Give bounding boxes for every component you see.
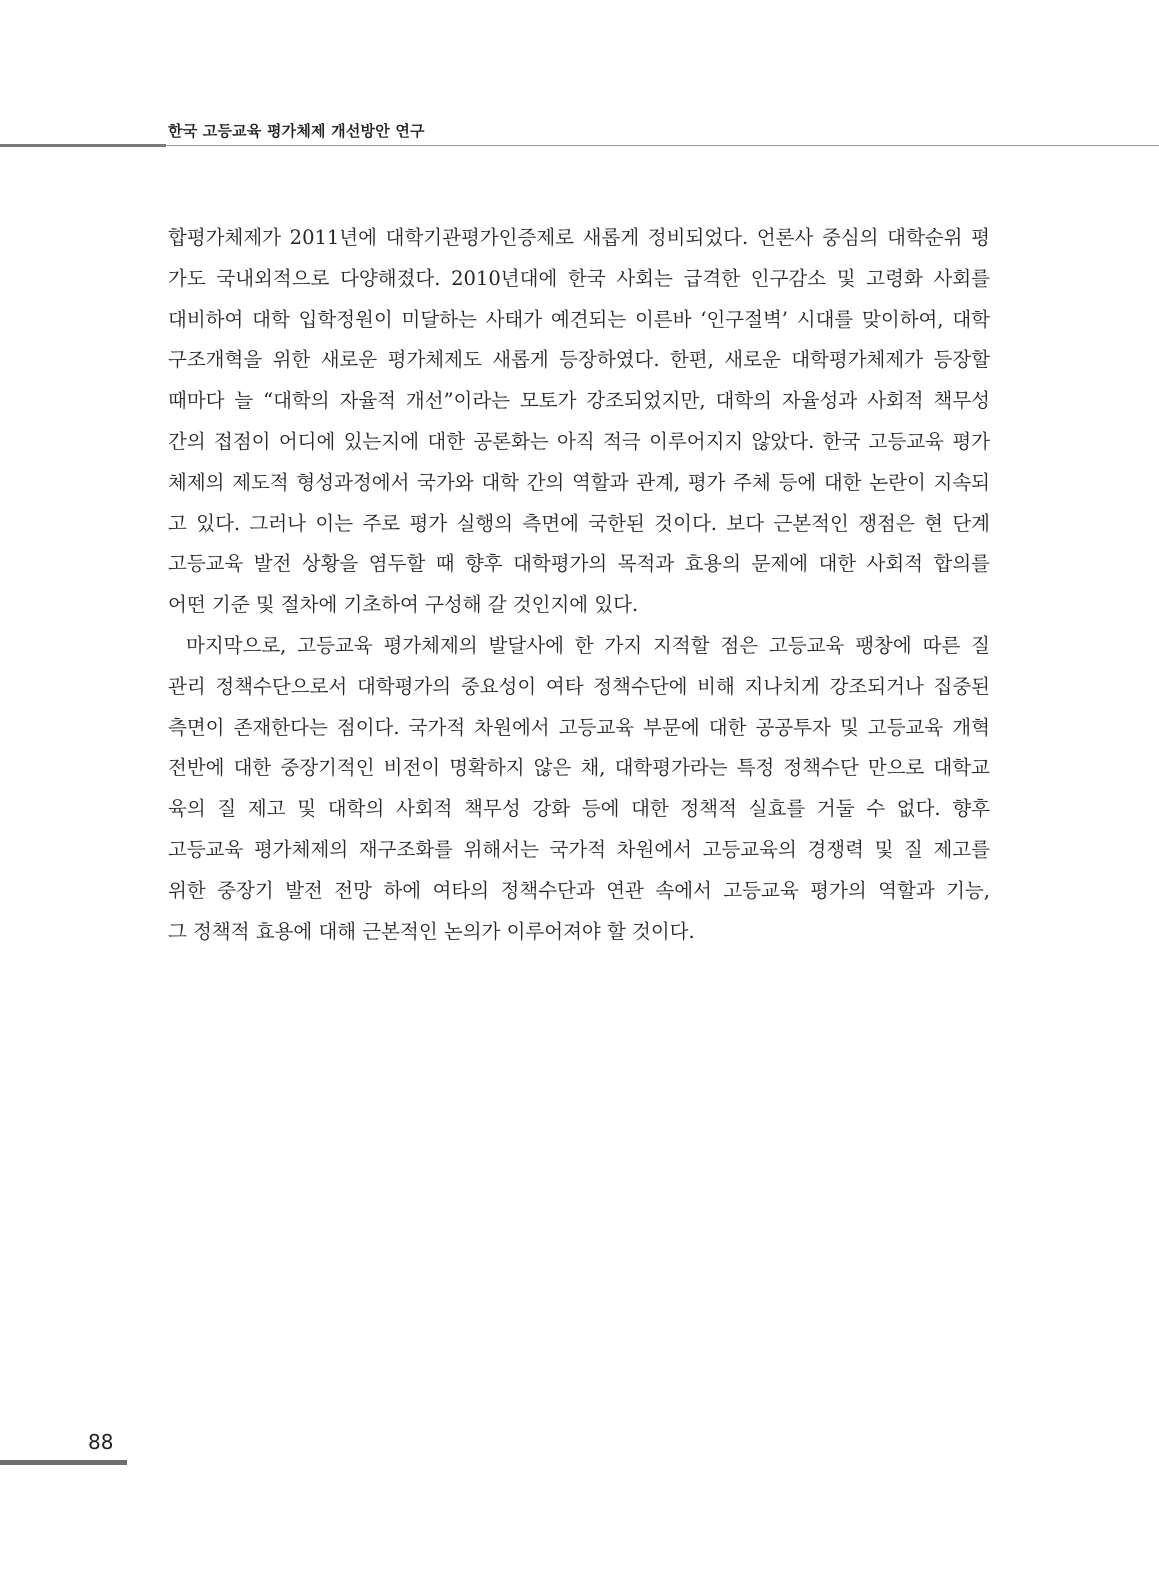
- paragraph-line: 간의 접점이 어디에 있는지에 대한 공론화는 아직 적극 이루어지지 않았다. 한국 고등교육 평가: [168, 429, 990, 453]
- paragraph-line: 육의 질 제고 및 대학의 사회적 책무성 강화 등에 대한 정책적 실효를 거둘 수 없다. 향후: [168, 797, 990, 821]
- paragraph-line: 마지막으로, 고등교육 평가체제의 발달사에 한 가지 지적할 점은 고등교육 팽창에 따른 질: [186, 633, 990, 657]
- paragraph-line: 대비하여 대학 입학정원이 미달하는 사태가 예견되는 이른바 ‘인구절벽’ 시대를 맞이하여, 대학: [168, 307, 990, 331]
- paragraph-line: 어떤 기준 및 절차에 기초하여 구성해 갈 것인지에 있다.: [168, 593, 639, 617]
- paragraph-line: 고등교육 발전 상황을 염두할 때 향후 대학평가의 목적과 효용의 문제에 대한 사회적 합의를: [168, 552, 990, 576]
- paragraph-line: 체제의 제도적 형성과정에서 국가와 대학 간의 역할과 관계, 평가 주체 등에 대한 논란이 지속되: [168, 470, 990, 494]
- page-number: 88: [88, 1430, 114, 1454]
- paragraph-line: 전반에 대한 중장기적인 비전이 명확하지 않은 채, 대학평가라는 특정 정책수단 만으로 대학교: [168, 756, 990, 780]
- paragraph-line: 고 있다. 그러나 이는 주로 평가 실행의 측면에 국한된 것이다. 보다 근본적인 쟁점은 현 단계: [168, 511, 990, 535]
- header-rule-accent: [0, 144, 166, 147]
- paragraph-line: 때마다 늘 “대학의 자율적 개선”이라는 모토가 강조되었지만, 대학의 자율성과 사회적 책무성: [168, 389, 990, 413]
- paragraph-line: 가도 국내외적으로 다양해졌다. 2010년대에 한국 사회는 급격한 인구감소 및 고령화 사회를: [168, 266, 990, 290]
- body-text: [168, 218, 990, 952]
- header-rule: [166, 145, 1159, 146]
- footer-rule: [0, 1460, 127, 1465]
- paragraph-line: 위한 중장기 발전 전망 하에 여타의 정책수단과 연관 속에서 고등교육 평가의 역할과 기능,: [168, 878, 990, 902]
- paragraph-line: 합평가체제가 2011년에 대학기관평가인증제로 새롭게 정비되었다. 언론사 중심의 대학순위 평: [168, 226, 990, 249]
- paragraph-2: [168, 626, 990, 952]
- paragraph-1: [168, 218, 990, 626]
- paragraph-line: 측면이 존재한다는 점이다. 국가적 차원에서 고등교육 부문에 대한 공공투자 및 고등교육 개혁: [168, 715, 990, 739]
- paragraph-line: 관리 정책수단으로서 대학평가의 중요성이 여타 정책수단에 비해 지나치게 강조되거나 집중된: [168, 674, 990, 698]
- paragraph-line: 구조개혁을 위한 새로운 평가체제도 새롭게 등장하였다. 한편, 새로운 대학평가체제가 등장할: [168, 348, 990, 372]
- paragraph-line: 고등교육 평가체제의 재구조화를 위해서는 국가적 차원에서 고등교육의 경쟁력 및 질 제고를: [168, 837, 990, 861]
- paragraph-line: 그 정책적 효용에 대해 근본적인 논의가 이루어져야 할 것이다.: [168, 919, 695, 943]
- running-header: 한국 고등교육 평가체제 개선방안 연구: [168, 122, 425, 140]
